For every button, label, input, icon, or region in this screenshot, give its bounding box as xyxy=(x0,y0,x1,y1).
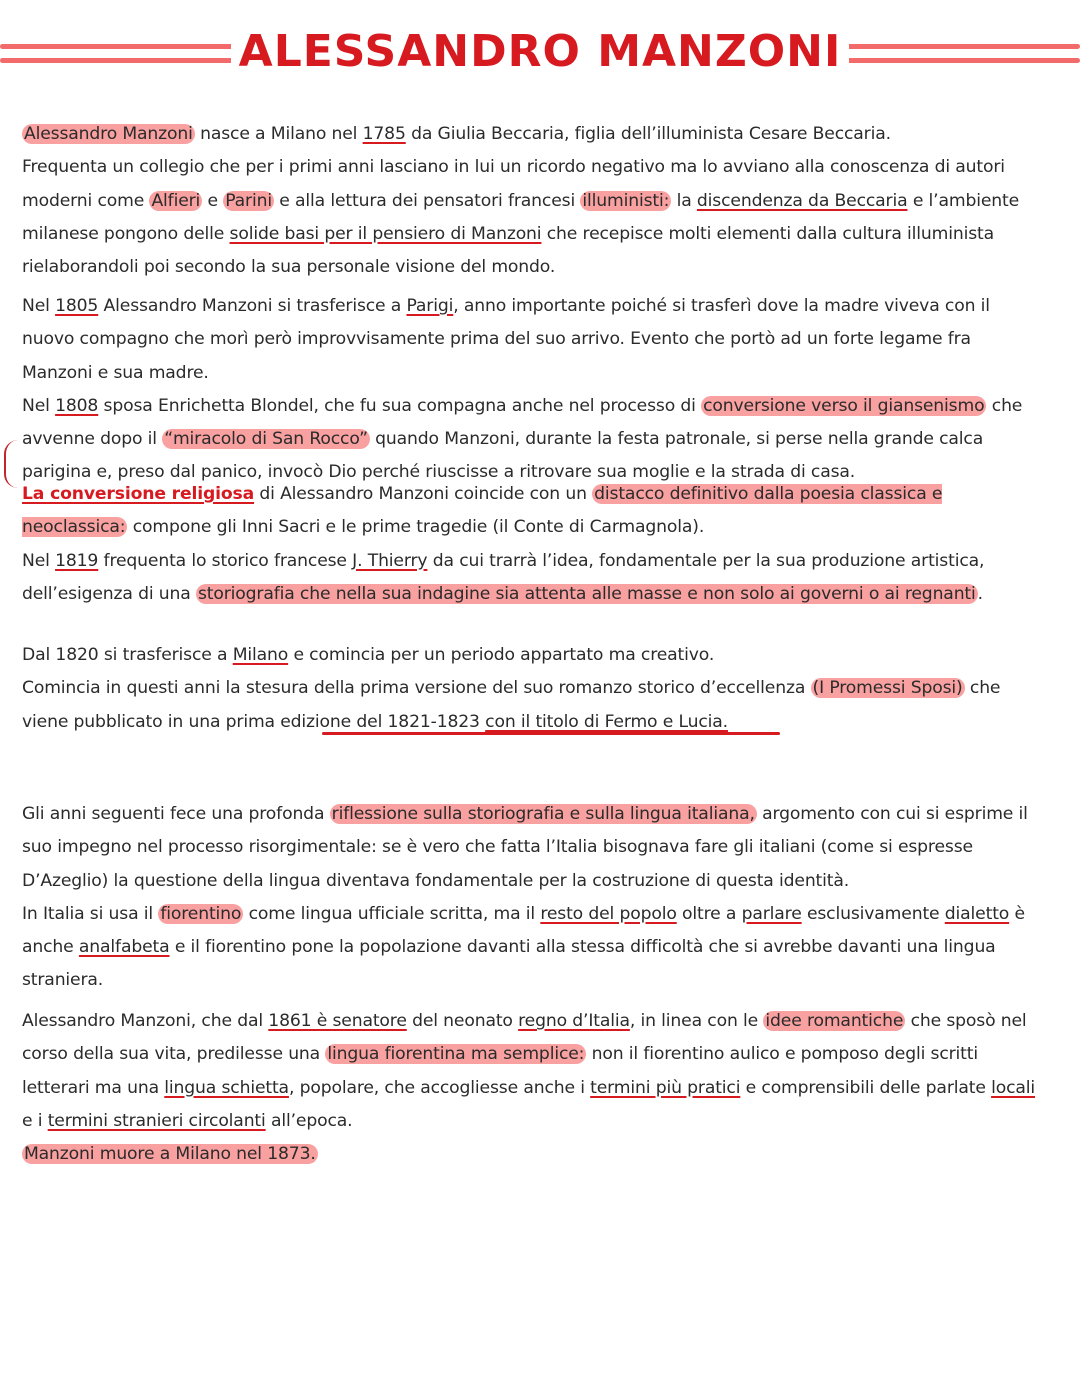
underline: parlare xyxy=(741,903,802,924)
text: Nel xyxy=(22,395,56,416)
highlight: storiografia che nella sua indagine sia attenta alle masse e non solo ai governi o ai regnanti xyxy=(197,583,976,604)
paragraph-conversion xyxy=(22,478,1042,611)
sentence-birth xyxy=(22,118,1042,151)
highlight: Alessandro Manzoni xyxy=(24,124,193,144)
text: e alla lettura dei pensatori francesi xyxy=(273,190,581,211)
text: che sposò nel corso della sua vita, predilesse una xyxy=(22,1011,1027,1065)
underline: 1819 xyxy=(55,550,99,571)
text: compone gli Inni Sacri e le prime tragedie (il Conte di Carmagnola). xyxy=(127,517,705,538)
sentence-milan xyxy=(22,639,1042,672)
sentence-reflection xyxy=(22,798,1042,898)
text: , in linea con le xyxy=(629,1011,764,1031)
sentence-thierry xyxy=(22,545,1042,612)
text: . xyxy=(977,583,983,604)
text: da Giulia Beccaria, figlia dell’illuminista Cesare Beccaria. xyxy=(405,124,891,144)
text: è anche xyxy=(22,903,1025,958)
underline: Parigi xyxy=(406,296,454,316)
underline: termini stranieri circolanti xyxy=(47,1110,266,1131)
title-row xyxy=(0,22,1080,82)
highlight: “miracolo di San Rocco” xyxy=(164,429,368,450)
underline: analfabeta xyxy=(78,937,170,958)
highlight: distacco definitivo dalla poesia classica e neoclassica: xyxy=(22,484,943,538)
text: all’epoca. xyxy=(265,1110,353,1131)
sentence-conversion xyxy=(22,478,1042,545)
text: argomento con cui si esprime il suo impegno nel processo risorgimentale: se è vero che fatta l’Italia bisognava fare gli italiani (come si espresse D’Azeglio) la questione della lingua diventava fondamentale per la costruzione di questa identità. xyxy=(22,804,1028,891)
text: sposa Enrichetta Blondel, che fu sua compagna anche nel processo di xyxy=(98,395,702,416)
page-title-text: ALESSANDRO MANZONI xyxy=(231,26,850,77)
text: Dal 1820 si trasferisce a xyxy=(22,645,233,665)
highlight: Parini xyxy=(225,190,272,211)
sentence-death xyxy=(22,1138,1042,1171)
text: Comincia in questi anni la stesura della prima versione del suo romanzo storico d’eccellenza xyxy=(22,678,811,699)
text: , anno importante poiché si trasferì dove la madre viveva con il nuovo compagno che morì però improvvisamente prima del suo arrivo. Evento che portò ad un forte legame fra Manzoni e sua madre. xyxy=(22,296,990,383)
sentence-paris xyxy=(22,290,1042,390)
highlight: conversione verso il giansenismo xyxy=(703,395,985,416)
page-title xyxy=(0,22,1080,82)
text: del neonato xyxy=(406,1011,519,1031)
underline: 1861 è senatore xyxy=(268,1011,407,1031)
text: Nel xyxy=(22,550,56,571)
text: Gli anni seguenti fece una profonda xyxy=(22,804,330,824)
text: e comincia per un periodo appartato ma creativo. xyxy=(288,645,715,665)
underline: 1805 xyxy=(55,296,99,316)
text: Nel xyxy=(22,296,56,316)
text: e xyxy=(202,190,224,211)
text: e il fiorentino pone la popolazione davanti alla stessa difficoltà che si avrebbe davanti una lingua straniera. xyxy=(22,937,996,991)
text: , popolare, che accogliesse anche i xyxy=(288,1077,591,1098)
margin-bracket xyxy=(4,440,20,488)
highlight: riflessione sulla storiografia e sulla lingua italiana, xyxy=(331,804,755,824)
text: nasce a Milano nel xyxy=(194,124,363,144)
sentence-education xyxy=(22,151,1042,284)
highlight: lingua fiorentina ma semplice: xyxy=(327,1044,585,1065)
underline: 1808 xyxy=(55,395,99,416)
underline: dialetto xyxy=(944,903,1010,924)
text: esclusivamente xyxy=(801,903,945,924)
text: oltre a xyxy=(676,903,742,924)
underline: resto del popolo xyxy=(540,903,677,924)
underline: con il titolo di Fermo e Lucia. xyxy=(485,711,728,732)
text: da cui trarrà l’idea, fondamentale per la sua produzione artistica, dell’esigenza di una xyxy=(22,550,985,604)
text: e i xyxy=(22,1110,48,1131)
text: non il fiorentino aulico e pomposo degli scritti letterari ma una xyxy=(22,1044,978,1098)
text: la xyxy=(671,190,697,211)
text: Alessandro Manzoni si trasferisce a xyxy=(98,296,407,316)
highlight: (I Promessi Sposi) xyxy=(812,678,963,699)
text: come lingua ufficiale scritta, ma il xyxy=(243,903,541,924)
text: frequenta lo storico francese xyxy=(98,550,353,571)
text: che avvenne dopo il xyxy=(22,395,1023,450)
underline: Milano xyxy=(232,645,289,665)
sentence-senator xyxy=(22,1005,1042,1138)
sentence-promessi-sposi xyxy=(22,672,1042,739)
text: quando Manzoni, durante la festa patronale, si perse nella grande calca parigina e, preso dal panico, invocò Dio perché riuscisse a ritrovare sua moglie e la strada di casa. xyxy=(22,429,984,483)
underline: solide basi per il pensiero di Manzoni xyxy=(229,223,542,244)
paragraph-senator xyxy=(22,1005,1042,1171)
text: In Italia si usa il xyxy=(22,903,159,924)
underline: termini più pratici xyxy=(590,1077,741,1098)
text: e comprensibili delle parlate xyxy=(740,1077,992,1098)
sentence-marriage xyxy=(22,390,1042,490)
highlight: illuministi: xyxy=(582,190,670,211)
paragraph-paris xyxy=(22,290,1042,490)
text: Alessandro Manzoni, che dal xyxy=(22,1011,269,1031)
underline-red: La conversione religiosa xyxy=(22,484,255,504)
underline: 1785 xyxy=(362,124,406,144)
text: di Alessandro Manzoni coincide con un xyxy=(254,484,593,504)
paragraph-milan xyxy=(22,639,1042,739)
underline: discendenza da Beccaria xyxy=(696,190,908,211)
text: e l’ambiente milanese pongono delle xyxy=(22,190,1020,244)
paragraph-language xyxy=(22,798,1042,998)
underline-stroke xyxy=(322,732,780,735)
highlight: idee romantiche xyxy=(765,1011,904,1031)
text: Frequenta un collegio che per i primi anni lasciano in lui un ricordo negativo ma lo avviano alla conoscenza di autori moderni come xyxy=(22,157,1005,211)
highlight: fiorentino xyxy=(160,903,242,924)
paragraph-birth xyxy=(22,118,1042,284)
text: che recepisce molti elementi dalla cultura illuminista rielaborandoli poi secondo la sua personale visione del mondo. xyxy=(22,223,995,278)
underline: locali xyxy=(991,1077,1036,1098)
underline: regno d’Italia xyxy=(518,1011,630,1031)
highlight: Manzoni muore a Milano nel 1873. xyxy=(24,1144,316,1165)
sentence-florentine xyxy=(22,898,1042,998)
underline: J. Thierry xyxy=(352,550,428,571)
underline: lingua schietta xyxy=(164,1077,289,1098)
text: che viene pubblicato in una prima edizione del 1821-1823 xyxy=(22,678,1001,732)
highlight: Alfieri xyxy=(151,190,201,211)
